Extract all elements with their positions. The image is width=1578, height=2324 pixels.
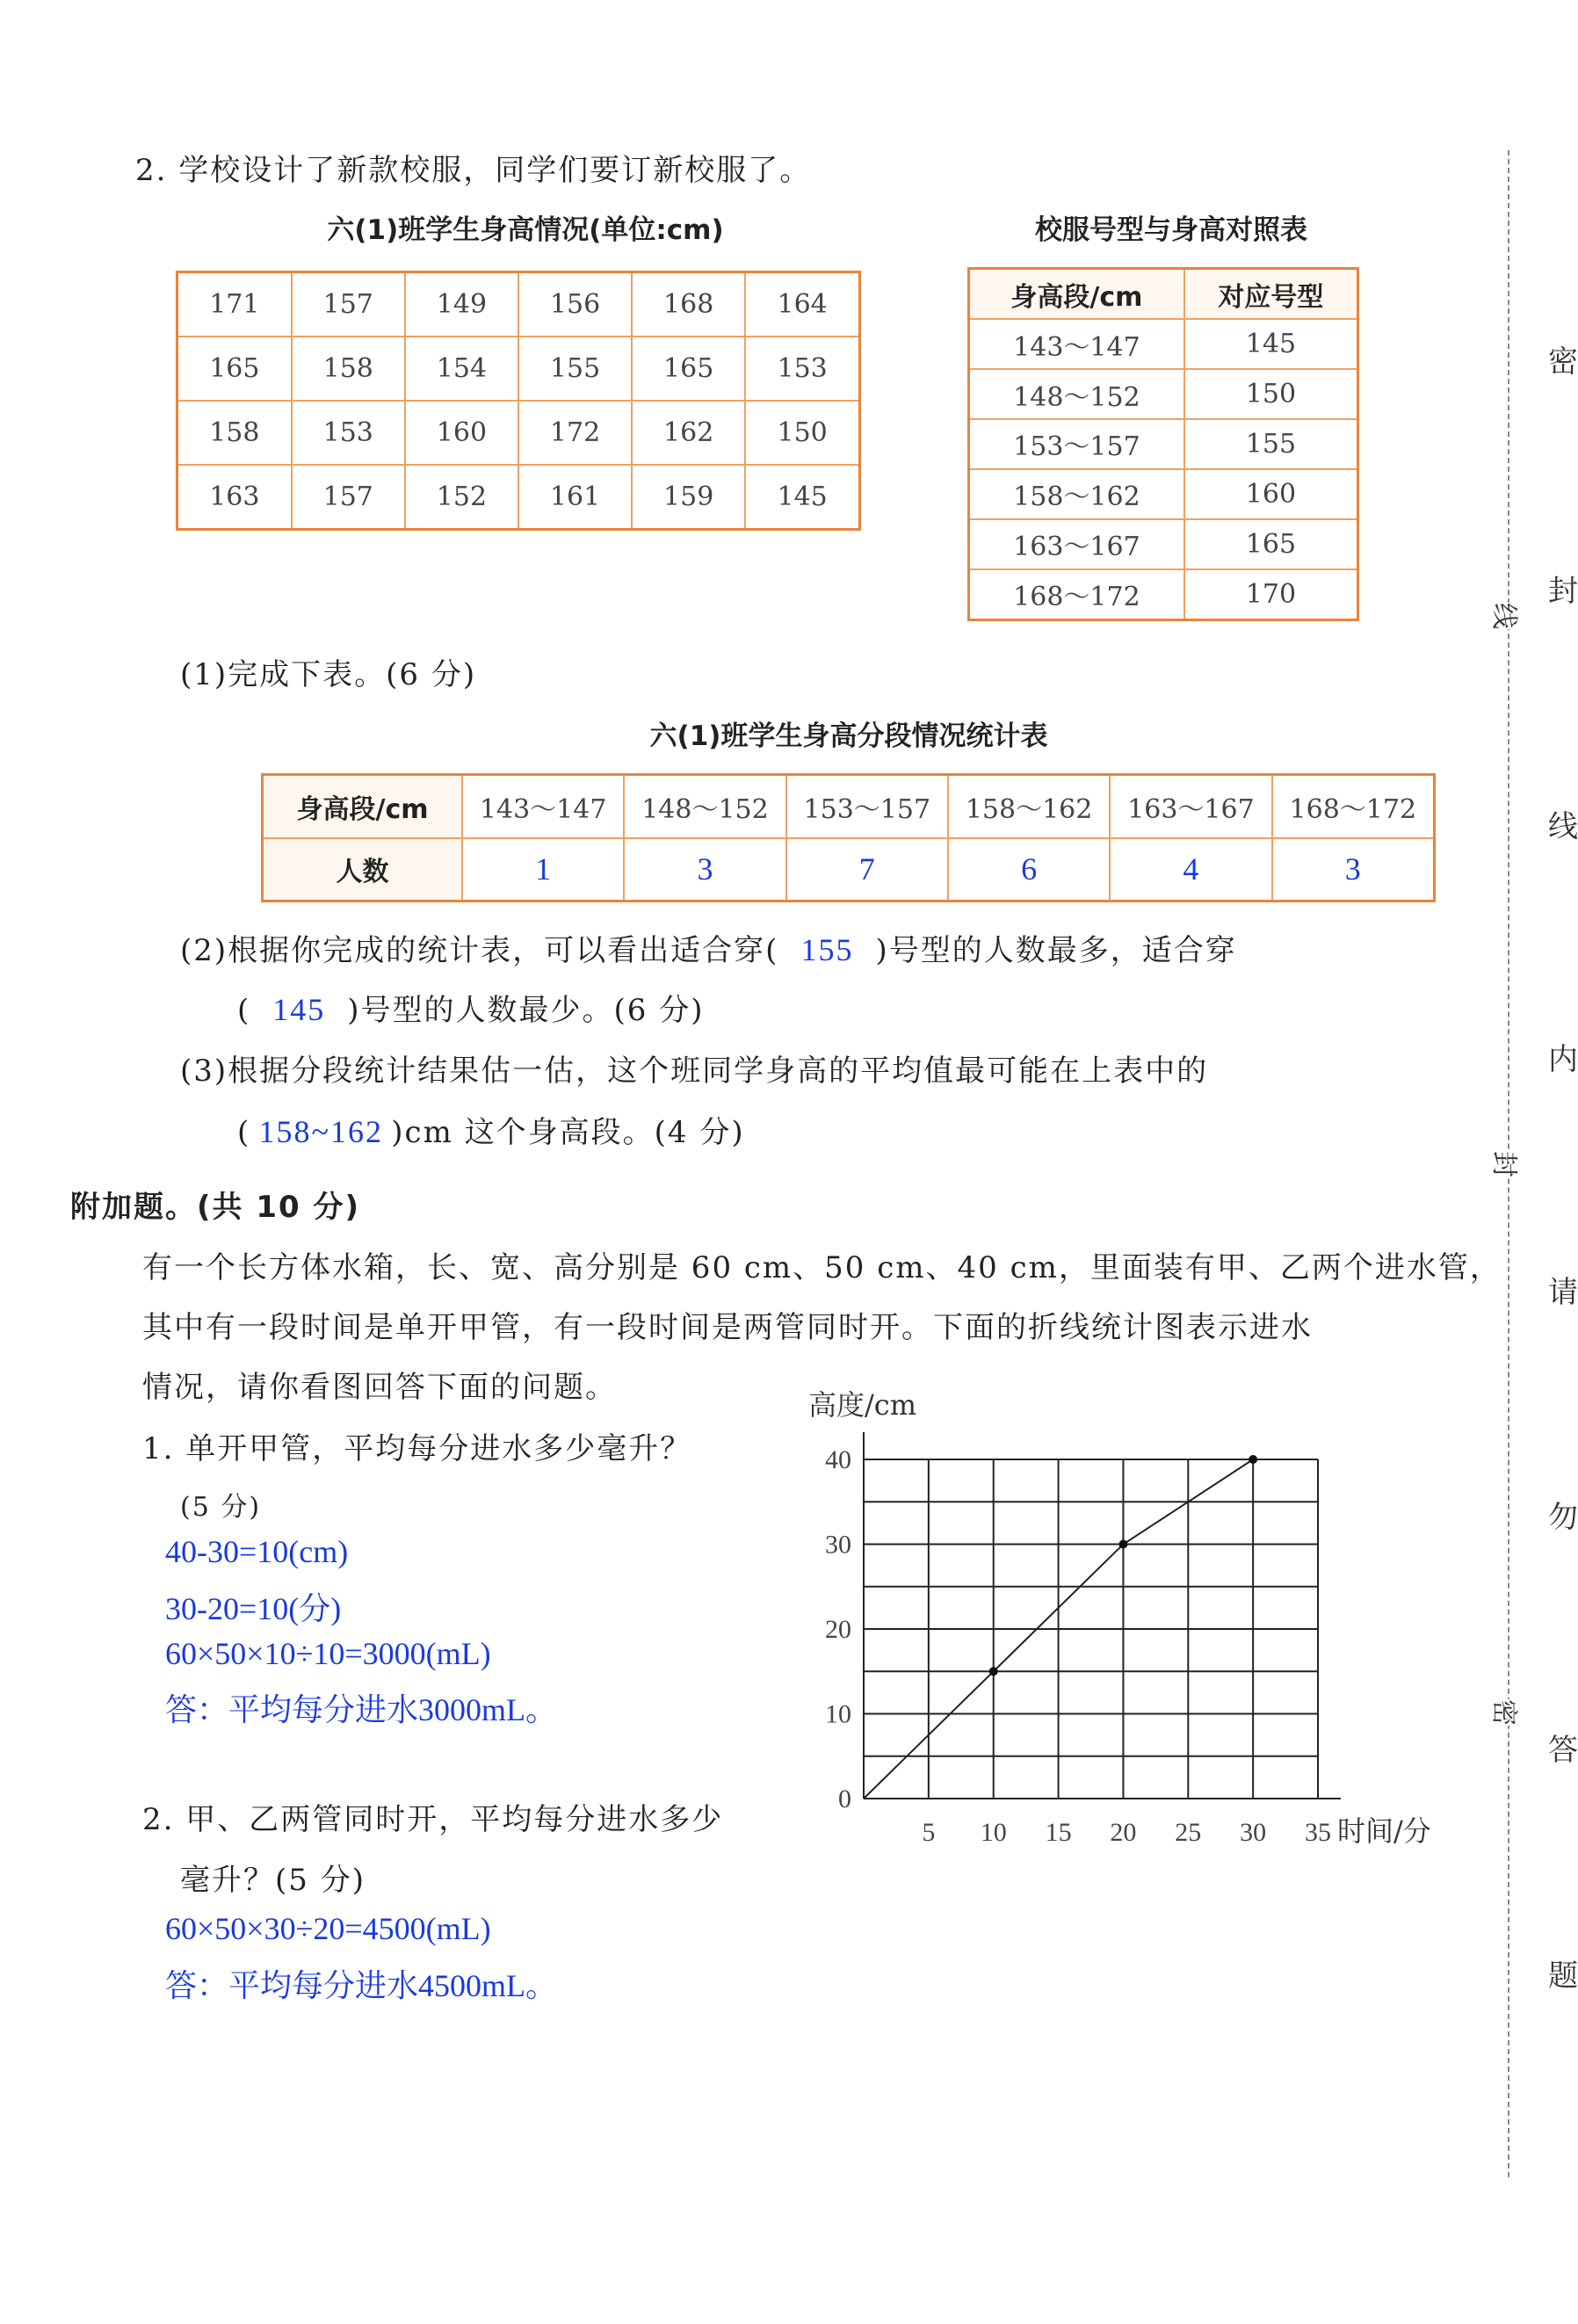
table-cell: 145	[745, 465, 859, 530]
table-row	[177, 465, 860, 530]
extra-q2-line2: 毫升？(5 分)	[180, 1863, 366, 1898]
table-header-row	[263, 775, 1435, 838]
margin-char: 密	[1548, 344, 1578, 380]
table-cell: 149	[405, 272, 518, 337]
x-tick-label: 15	[1045, 1818, 1072, 1847]
header-cell: 143～147	[462, 775, 624, 838]
q1-answer-line: 60×50×10÷10=3000(mL)	[165, 1636, 491, 1671]
data-point	[989, 1667, 998, 1676]
header-cell: 158～162	[948, 775, 1110, 838]
binding-line-char: 密	[1488, 1699, 1526, 1726]
header-cell: 168～172	[1272, 775, 1435, 838]
table-cell: 165	[632, 337, 745, 401]
table-cell: 153	[292, 401, 405, 465]
table-cell: 170	[1184, 569, 1358, 620]
height-table-title: 六(1)班学生身高情况(单位:cm)	[327, 214, 724, 246]
table-row	[969, 369, 1358, 419]
text: (2)根据你完成的统计表，可以看出适合穿(	[180, 933, 779, 968]
answer-average-range: 158~162	[258, 1114, 383, 1149]
table-cell: 168	[632, 272, 745, 337]
binding-line-char: 封	[1488, 1151, 1526, 1177]
table-cell: 163～167	[969, 519, 1184, 569]
table-cell: 153～157	[969, 419, 1184, 469]
water-height-line-chart	[791, 1379, 1476, 1854]
height-stats-table	[261, 773, 1436, 902]
margin-char: 答	[1548, 1733, 1578, 1768]
q1-answer-line: 40-30=10(cm)	[165, 1534, 349, 1569]
table-row	[969, 469, 1358, 519]
margin-char: 内	[1548, 1042, 1578, 1077]
row-label: 人数	[263, 838, 463, 901]
table-cell: 172	[518, 401, 632, 465]
header-cell: 148～152	[624, 775, 785, 838]
table-cell: 143～147	[969, 319, 1184, 369]
table-cell: 160	[405, 401, 518, 465]
text: )号型的人数最少。(6 分)	[347, 993, 705, 1028]
table-cell: 160	[1184, 469, 1358, 519]
table-cell: 157	[292, 465, 405, 530]
table-cell: 162	[632, 401, 745, 465]
table-row	[177, 401, 860, 465]
table-row	[969, 519, 1358, 569]
count-answer-cell: 3	[1272, 838, 1435, 901]
data-point	[1118, 1540, 1127, 1549]
table-cell: 158～162	[969, 469, 1184, 519]
table-cell: 150	[1184, 369, 1358, 419]
text: )cm 这个身高段。(4 分)	[391, 1115, 745, 1150]
table-cell: 152	[405, 465, 518, 530]
margin-char: 请	[1548, 1275, 1578, 1310]
header-cell: 身高段/cm	[969, 269, 1184, 320]
table-cell: 165	[1184, 519, 1358, 569]
count-answer-cell: 1	[462, 838, 624, 901]
x-tick-label: 5	[922, 1818, 936, 1847]
count-answer-cell: 4	[1110, 838, 1271, 901]
header-cell: 身高段/cm	[263, 775, 463, 838]
text: )号型的人数最多，适合穿	[875, 933, 1237, 968]
y-axis-label: 高度/cm	[808, 1388, 917, 1422]
table-cell: 163	[177, 465, 292, 530]
question-2-stem: 2. 学校设计了新款校服，同学们要订新校服了。	[135, 153, 812, 188]
table-cell: 150	[745, 401, 859, 465]
table-cell: 171	[177, 272, 292, 337]
table-cell: 154	[405, 337, 518, 401]
height-data-table	[176, 271, 861, 531]
answer-least-size: 145	[272, 992, 326, 1027]
table-header-row	[969, 269, 1358, 320]
table-cell: 159	[632, 465, 745, 530]
table-cell: 164	[745, 272, 859, 337]
table-cell: 157	[292, 272, 405, 337]
count-answer-cell: 3	[624, 838, 785, 901]
margin-char: 勿	[1548, 1500, 1578, 1535]
table-cell: 153	[745, 337, 859, 401]
x-tick-label: 30	[1240, 1818, 1267, 1847]
answer-most-size: 155	[800, 932, 854, 967]
table-row	[969, 419, 1358, 469]
q1-answer-line: 30-20=10(分)	[165, 1591, 342, 1626]
count-row	[263, 838, 1435, 901]
y-tick-label: 40	[825, 1445, 851, 1474]
margin-char: 题	[1548, 1958, 1578, 1994]
table-row	[177, 337, 860, 401]
x-tick-label: 25	[1175, 1818, 1202, 1847]
x-tick-label: 10	[980, 1818, 1007, 1847]
x-tick-label: 20	[1110, 1818, 1137, 1847]
part-2-line1	[180, 926, 1237, 969]
y-tick-label: 10	[825, 1699, 851, 1729]
extra-para-2: 其中有一段时间是单开甲管，有一段时间是两管同时开。下面的折线统计图表示进水	[142, 1310, 1313, 1345]
text: (	[237, 993, 251, 1028]
size-reference-table	[967, 267, 1359, 621]
header-cell: 对应号型	[1184, 269, 1358, 320]
table-cell: 145	[1184, 319, 1358, 369]
stats-table-title: 六(1)班学生身高分段情况统计表	[649, 720, 1048, 752]
table-cell: 158	[177, 401, 292, 465]
x-tick-label: 35	[1305, 1818, 1331, 1847]
y-tick-label: 20	[825, 1615, 851, 1644]
margin-char: 封	[1548, 574, 1578, 609]
extra-q1: 1. 单开甲管，平均每分进水多少毫升？	[142, 1431, 692, 1466]
table-cell: 148～152	[969, 369, 1184, 419]
size-table-title: 校服号型与身高对照表	[1035, 214, 1307, 246]
header-cell: 163～167	[1110, 775, 1271, 838]
data-point	[1249, 1455, 1257, 1464]
part-1-prompt: (1)完成下表。(6 分)	[180, 657, 477, 692]
header-cell: 153～157	[786, 775, 948, 838]
count-answer-cell: 6	[948, 838, 1110, 901]
extra-para-3: 情况，请你看图回答下面的问题。	[142, 1370, 617, 1405]
part-3-line1: (3)根据分段统计结果估一估，这个班同学身高的平均值最可能在上表中的	[180, 1053, 1209, 1089]
table-row	[969, 569, 1358, 620]
q2-answer-line: 60×50×30÷20=4500(mL)	[165, 1911, 491, 1946]
x-axis-label: 时间/分	[1337, 1814, 1431, 1848]
table-cell: 155	[1184, 419, 1358, 469]
margin-char: 线	[1548, 809, 1578, 844]
binding-line-char: 线	[1488, 603, 1526, 629]
table-row	[969, 319, 1358, 369]
y-tick-label: 0	[838, 1785, 851, 1814]
extra-para-1: 有一个长方体水箱，长、宽、高分别是 60 cm、50 cm、40 cm，里面装有甲、乙两个进水管，	[142, 1250, 1502, 1285]
extra-q1-points: (5 分)	[180, 1492, 262, 1523]
count-answer-cell: 7	[786, 838, 948, 901]
text: (	[237, 1115, 251, 1150]
q2-answer-line: 答：平均每分进水4500mL。	[165, 1968, 557, 2003]
table-cell: 168～172	[969, 569, 1184, 620]
table-row	[177, 272, 860, 337]
table-cell: 156	[518, 272, 632, 337]
part-2-line2	[237, 986, 705, 1029]
part-3-line2	[237, 1108, 745, 1151]
q1-answer-line: 答：平均每分进水3000mL。	[165, 1692, 557, 1727]
extra-q2-line1: 2. 甲、乙两管同时开，平均每分进水多少	[142, 1802, 724, 1837]
table-cell: 165	[177, 337, 292, 401]
y-tick-label: 30	[825, 1530, 851, 1560]
extra-title: 附加题。(共 10 分)	[70, 1190, 361, 1225]
table-cell: 155	[518, 337, 632, 401]
table-cell: 158	[292, 337, 405, 401]
table-cell: 161	[518, 465, 632, 530]
